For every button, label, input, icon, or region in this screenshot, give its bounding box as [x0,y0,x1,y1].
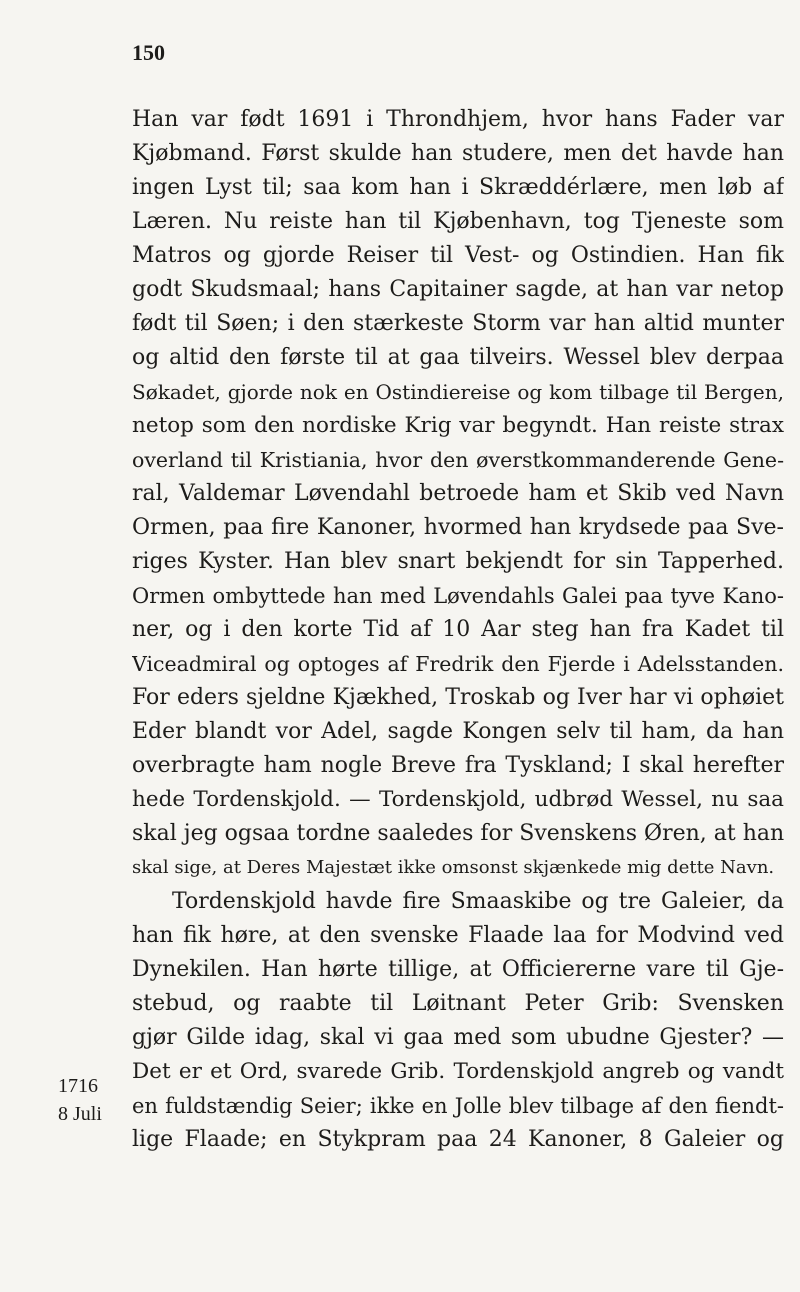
text-line: Ormen, paa fire Kanoner, hvormed han krydsede paa Sve- [132,515,784,540]
margin-year: 1716 [58,1075,98,1097]
text-line: født til Søen; i den stærkeste Storm var han altid munter [132,311,784,336]
text-line: gjør Gilde idag, skal vi gaa med som ubudne Gjester? — [132,1025,784,1050]
text-line: stebud, og raabte til Løitnant Peter Grib: Svensken [132,991,784,1016]
text-line: og altid den første til at gaa tilveirs. Wessel blev derpaa [132,345,784,370]
text-line: Eder blandt vor Adel, sagde Kongen selv til ham, da han [132,719,784,744]
text-line: Tordenskjold havde fire Smaaskibe og tre Galeier, da [172,889,784,914]
text-line: Matros og gjorde Reiser til Vest- og Ostindien. Han fik [132,243,784,268]
text-line: Dynekilen. Han hørte tillige, at Officiererne vare til Gje- [132,957,784,982]
page-number: 150 [132,40,165,65]
text-line: Læren. Nu reiste han til Kjøbenhavn, tog Tjeneste som [132,209,784,234]
text-line: ingen Lyst til; saa kom han i Skræddérlære, men løb af [132,175,784,200]
text-line: godt Skudsmaal; hans Capitainer sagde, at han var netop [132,277,784,302]
text-line: skal sige, at Deres Majestæt ikke omsonst skjænkede mig dette Navn. [132,857,775,878]
text-line: han fik høre, at den svenske Flaade laa for Modvind ved [132,923,784,948]
text-line: ner, og i den korte Tid af 10 Aar steg han fra Kadet til [132,617,784,642]
text-line: en fuldstændig Seier; ikke en Jolle blev tilbage af den fiendt- [132,1094,784,1118]
text-line: Det er et Ord, svarede Grib. Tordenskjold angreb og vandt [132,1059,784,1084]
text-line: netop som den nordiske Krig var begyndt. Han reiste strax [132,413,784,438]
text-line: Han var født 1691 i Throndhjem, hvor hans Fader var [132,107,784,132]
body-text [132,103,784,1157]
text-line: lige Flaade; en Stykpram paa 24 Kanoner, 8 Galeier og [132,1127,784,1152]
text-line: Ormen ombyttede han med Løvendahls Galei paa tyve Kano- [132,584,784,608]
text-line: overland til Kristiania, hvor den øverstkommanderende Gene- [132,448,784,472]
text-line: ral, Valdemar Løvendahl betroede ham et Skib ved Navn [132,481,784,506]
text-line: skal jeg ogsaa tordne saaledes for Svenskens Øren, at han [132,821,784,846]
margin-date: 8 Juli [58,1103,102,1125]
text-line: overbragte ham nogle Breve fra Tyskland; I skal herefter [132,753,784,778]
margin-date-note [58,1072,128,1128]
text-line: For eders sjeldne Kjækhed, Troskab og Iver har vi ophøiet [132,685,784,710]
text-line: riges Kyster. Han blev snart bekjendt for sin Tapperhed. [132,549,784,574]
text-line: Kjøbmand. Først skulde han studere, men det havde han [132,141,784,166]
text-line: Søkadet, gjorde nok en Ostindiereise og kom tilbage til Bergen, [132,380,784,404]
text-line: Viceadmiral og optoges af Fredrik den Fjerde i Adelsstanden. [132,652,784,676]
text-line: hede Tordenskjold. — Tordenskjold, udbrød Wessel, nu saa [132,787,784,812]
